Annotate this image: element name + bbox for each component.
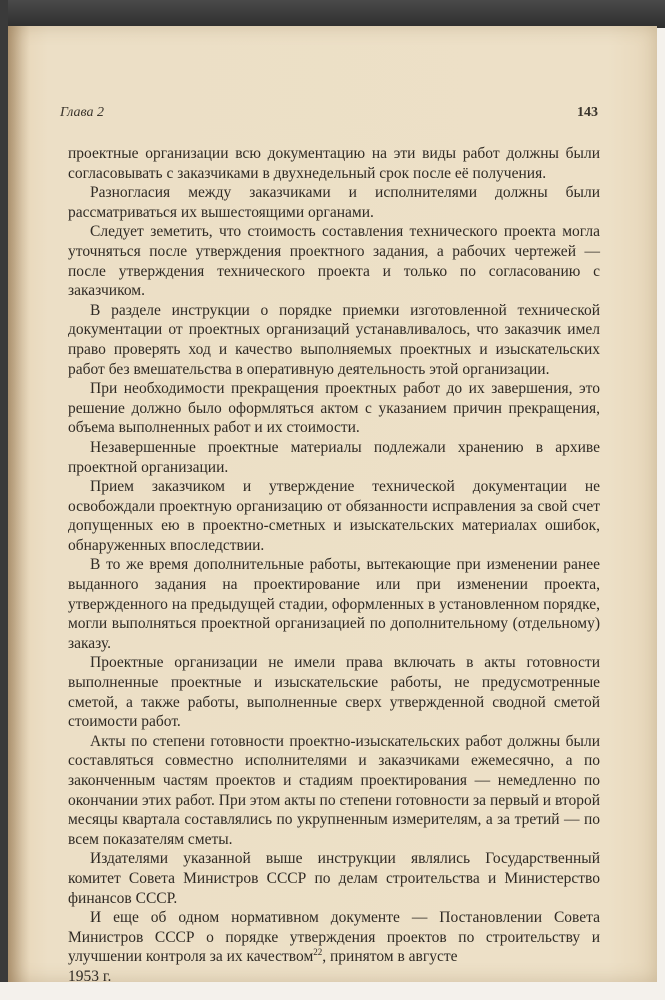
paragraph-last <box>68 908 600 986</box>
paragraph: Акты по степени готовности проектно-изыскательских работ должны были составляться совместно исполнителями и заказчиками ежемесячно, а по законченным частям проектов и стадиям проектирования — немедленно по окончании этих работ. При этом акты по степени готовности за первый и второй месяцы квартала составлялись по укрупненным измерителям, а за третий — по всем показателям сметы. <box>68 732 600 848</box>
paragraph: Незавершенные проектные материалы подлежали хранению в архиве проектной организации. <box>68 438 600 476</box>
scan-border-top <box>0 0 665 28</box>
chapter-label: Глава 2 <box>60 105 104 120</box>
paragraph: В разделе инструкции о порядке приемки изготовленной технической документации от проектных организаций устанавливалось, что заказчик имел право проверять ход и качество выполняемых проектных и изыскательских работ без вмешательства в оперативную деятельность этой организации. <box>68 301 600 378</box>
page-number: 143 <box>577 105 598 120</box>
page-gutter-shadow <box>8 26 30 982</box>
paragraph-last-text: И еще об одном нормативном документе — Постановлении Совета Министров СССР о порядке утверждения проектов по строительству и улучшении контроля за их качеством <box>68 909 600 966</box>
paragraph: проектные организации всю документацию на эти виды работ должны были согласовывать с заказчиками в двухнедельный срок после её получения. <box>68 145 600 182</box>
body-text <box>68 144 600 987</box>
year-line: 1953 г. <box>68 967 112 985</box>
paragraph: При необходимости прекращения проектных работ до их завершения, это решение должно было оформляться актом с указанием причин прекращения, объема выполненных работ и их стоимости. <box>68 380 600 437</box>
paragraph: Следует земетить, что стоимость составления технического проекта могла уточняться после утверждения проектного задания, а рабочих чертежей — после утверждения технического проекта и только по согласованию с заказчиком. <box>68 223 600 300</box>
paragraph: Проектные организации не имели права включать в акты готовности выполненные проектные и изыскательские работы, не предусмотренные сметой, а также работы, выполненные сверх утвержденной сводной сметой стоимости работ. <box>68 654 600 731</box>
paragraph: Разногласия между заказчиками и исполнителями должны были рассматриваться их вышестоящими органами. <box>68 184 600 221</box>
running-head <box>58 105 598 125</box>
paragraph: Издателями указанной выше инструкции являлись Государственный комитет Совета Министров СССР по делам строительства и Министерство финансов СССР. <box>68 850 600 907</box>
footnote-marker: 22 <box>313 947 323 958</box>
paragraph-last-tail: , принятом в августе <box>322 948 458 966</box>
paragraph: Прием заказчиком и утверждение технической документации не освобождали проектную организацию от обязанности исправления за свой счет допущенных ею в проектно-сметных и изыскательских материалах ошибок, обнаруженных впоследствии. <box>68 478 600 554</box>
paragraph: В то же время дополнительные работы, вытекающие при изменении ранее выданного задания на проектирование или при изменении проекта, утвержденного на предыдущей стадии, оформленных в установленном порядке, могли выполняться проектной организацией по дополнительному (отдельному) заказу. <box>68 556 600 652</box>
scan-border-left <box>0 0 8 1000</box>
